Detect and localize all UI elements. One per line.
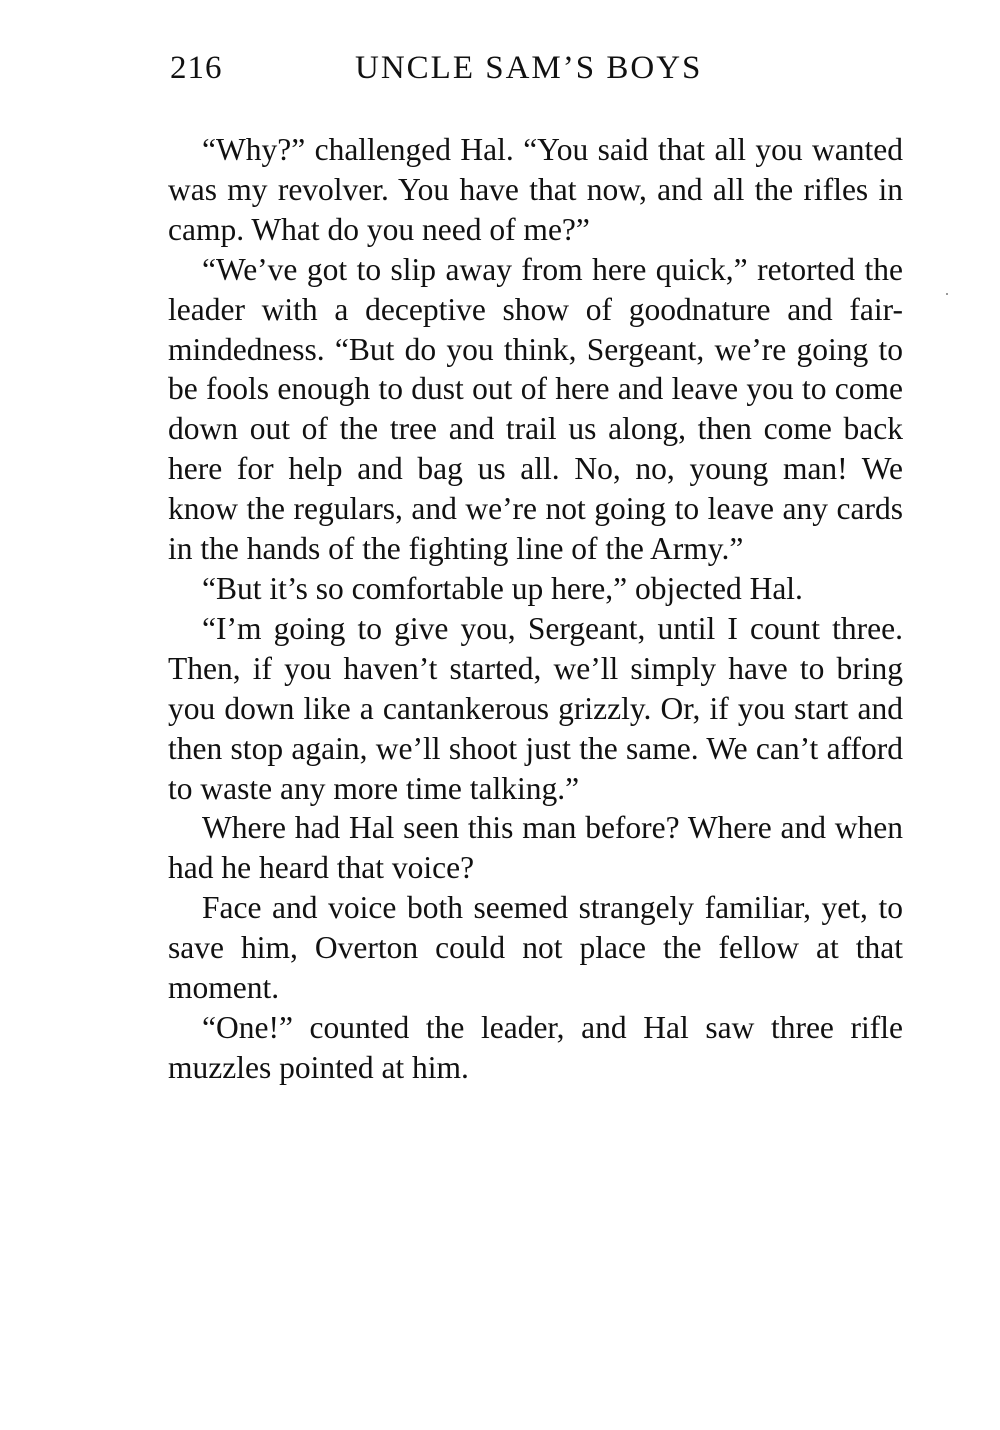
paragraph: “I’m going to give you, Sergeant, until I count three. Then, if you haven’t started, we’ll simply have to bring you down like a cantankerous grizzly. Or, if you start and then stop again, we’ll shoot just the same. We can’t afford to waste any more time talking.”	[168, 610, 903, 806]
paragraph: “But it’s so comfortable up here,” objected Hal.	[202, 570, 803, 606]
paragraph: “One!” counted the leader, and Hal saw three rifle muzzles pointed at him.	[168, 1009, 903, 1085]
paragraph: “Why?” challenged Hal. “You said that all you wanted was my revolver. You have that now, and all the rifles in camp. What do you need of me?”	[168, 132, 903, 247]
paragraph: Face and voice both seemed strangely familiar, yet, to save him, Overton could not place the fellow at that moment.	[168, 890, 903, 1006]
scan-speck	[946, 293, 948, 295]
book-title: UNCLE SAM’S BOYS	[355, 50, 703, 86]
paragraph: Where had Hal seen this man before? Where and when had he heard that voice?	[168, 810, 903, 886]
running-head	[170, 50, 905, 98]
paragraph: “We’ve got to slip away from here quick,” retorted the leader with a deceptive show of goodnature and fair-mindedness. “But do you think, Sergeant, we’re going to be fools enough to dust out of here and leave you to come down out of the tree and trail us along, then come back here for help and bag us all. No, no, young man! We know the regulars, and we’re not going to leave any cards in the hands of the fighting line of the Army.”	[168, 251, 903, 567]
page-number: 216	[170, 50, 223, 86]
body-text	[168, 130, 903, 1088]
